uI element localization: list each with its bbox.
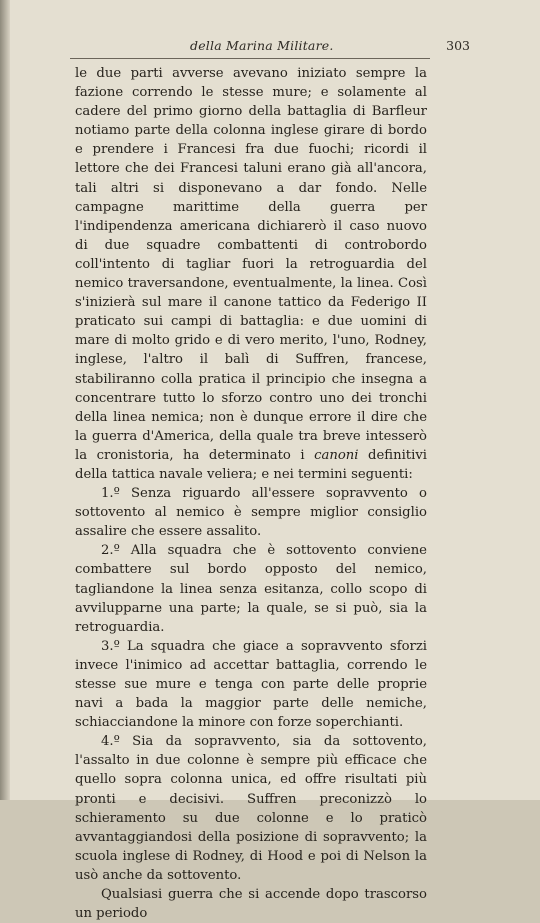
emphasized-word: canoni bbox=[314, 447, 359, 463]
paragraph-text: le due parti avverse avevano iniziato sempre la fazione correndo le stesse mure; e solamente al cadere del primo giorno della battaglia di Barfleur notiamo parte della colonna inglese girare di bordo e prendere i Francesi fra due fuochi; ricordi il lettore che dei Francesi taluni erano già all'ancora, tali altri si disponevano a dar fondo. Nelle campagne marittime della guerra per l'indipendenza americana dichiarerò il caso nuovo di due squadre combattenti di controbordo coll'intento di tagliar fuori la retroguardia del nemico traversandone, eventualmente, la linea. Così s'inizierà sul mare il canone tattico da Federigo II praticato sui campi di battaglia: e due uomini di mare di molto grido e di vero merito, l'uno, Rodney, inglese, l'altro il balì di Suffren, francese, stabiliranno colla pratica il principio che insegna a concentrare tutto lo sforzo contro uno dei tronchi della linea nemica; non è dunque errore il dire che la guerra d'America, della quale tra breve intesserò la cronistoria, ha determinato i bbox=[75, 66, 427, 463]
binding-shadow bbox=[0, 0, 10, 800]
rule-3: 3.º La squadra che giace a sopravvento sforzi invece l'inimico ad accettar battaglia, correndo le stesse sue mure e tenga con parte delle proprie navi a bada la maggior parte delle nemiche, schiacciandone la minore con forze soperchianti. bbox=[75, 638, 427, 731]
body-text bbox=[75, 64, 427, 923]
header-rule bbox=[70, 58, 430, 59]
running-title: della Marina Militare. bbox=[190, 38, 334, 53]
paragraph-next: Qualsiasi guerra che si accende dopo trascorso un periodo bbox=[75, 887, 427, 922]
page-number: 303 bbox=[446, 38, 470, 53]
rule-4: 4.º Sia da sopravvento, sia da sottovento, l'assalto in due colonne è sempre più efficace che quello sopra colonna unica, ed offre risultati più pronti e decisivi. Suffren preconizzò lo schieramento su due colonne e lo praticò avvantaggiandosi della posizione di sopravvento; la scuola inglese di Rodney, di Hood e poi di Nelson la usò anche da sottovento. bbox=[75, 734, 427, 883]
paragraph-continuation bbox=[75, 64, 427, 484]
running-head bbox=[70, 38, 470, 56]
rule-2: 2.º Alla squadra che è sottovento conviene combattere sul bordo opposto del nemico, tagliandone la linea senza esitanza, collo scopo di avvilupparne una parte; la quale, se si può, sia la retroguardia. bbox=[75, 543, 427, 635]
paragraph-text-tail: definitivi della tattica navale veliera; e nei termini seguenti: bbox=[75, 447, 427, 482]
rule-1: 1.º Senza riguardo all'essere sopravvento o sottovento al nemico è sempre miglior consiglio assalire che essere assalito. bbox=[75, 486, 427, 540]
